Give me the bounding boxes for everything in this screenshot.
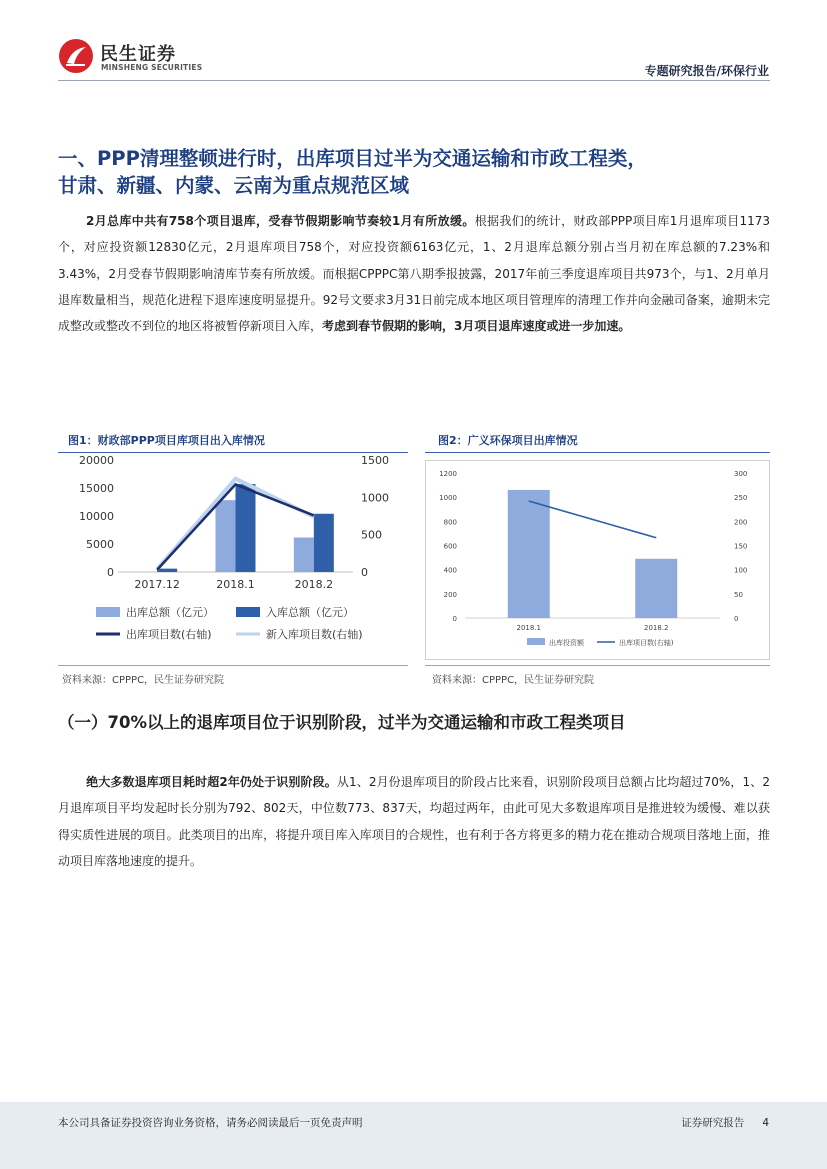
chart-1-left-tick: 5000 [86,538,114,551]
figure-1-chart [58,455,408,665]
chart-2-bar [508,490,550,618]
footer-right [681,1115,769,1130]
chart-1-legend-label: 新入库项目数(右轴) [266,628,363,641]
chart-2-left-tick: 600 [443,542,457,551]
chart-2-left-tick: 1000 [439,494,457,503]
chart-2-x-label: 2018.1 [516,624,541,632]
chart-1-bar [314,514,334,572]
figure-1-source: 资料来源：CPPPC，民生证券研究院 [62,675,225,686]
figure-2-bottom-rule [425,665,770,666]
chart-1-right-tick: 500 [361,528,382,542]
chart-1-left-tick: 0 [107,566,114,579]
chart-2-bar [635,559,677,618]
chart-2-legend-label: 出库项目数(右轴) [619,639,674,647]
section-1-paragraph [58,208,770,339]
figure-1-bottom-rule [58,665,408,666]
chart-2-right-tick: 0 [734,615,739,623]
section-2-paragraph [58,769,770,874]
company-logo [58,38,218,80]
chart-2-left-tick: 200 [443,590,457,599]
figure-1-title: 图1：财政部PPP项目库项目出入库情况 [68,434,265,447]
chart-2-right-tick: 150 [734,542,748,551]
figure-1-top-rule [58,452,408,453]
chart-2-x-label: 2018.2 [644,624,669,632]
page-number: 4 [762,1117,769,1129]
chart-2-right-tick: 200 [734,518,748,527]
chart-1-bar [157,569,177,572]
chart-1-bar [216,500,236,572]
chart-2-left-tick: 400 [443,566,457,575]
chart-2-legend-swatch [527,638,545,645]
figure-2-top-rule [425,452,770,453]
chart-1-legend-label: 入库总额（亿元） [266,606,354,619]
footer-doc-type: 证券研究报告 [681,1117,745,1129]
logo-english-name: MINSHENG SECURITIES [101,63,203,72]
figure-2-title: 图2：广义环保项目出库情况 [438,434,578,447]
chart-1-right-tick: 1000 [361,491,389,505]
chart-2-legend-label: 出库投资额 [549,639,584,647]
section-1-body-text: 根据我们的统计，财政部PPP项目库1月退库项目1173个，对应投资额12830亿元，2月退库项目758个，对应投资额6163亿元，1、2月退库总额分别占当月初在库总额的7.23%和3.43%，2月受春节假期影响清库节奏有所放缓。而根据CPPPC第八期季报披露，2017年前三季度退库项目共973个，与1、2月单月退库数量相当，规范化进程下退库速度明显提升。92号文要求3月31日前完成本地区项目管理库的清理工作并向金融司备案，逾期未完成整改或整改不到位的地区将被暂停新项目入库， [58,214,770,334]
chart-1-legend-swatch [96,607,120,617]
figure-2-chart [425,455,770,665]
chart-2-right-tick: 300 [734,470,748,478]
chart-2-left-tick: 0 [452,615,457,623]
chart-1-bar [236,484,256,572]
section-2-body-text: 从1、2月份退库项目的阶段占比来看，识别阶段项目总额占比均超过70%，1、2月退库项目平均发起时长分别为792、802天，中位数773、837天，均超过两年，由此可见大多数退库项目是推进较为缓慢、难以获得实质性进展的项目。此类项目的出库，将提升项目库入库项目的合规性，也有利于各方将更多的精力花在推动合规项目落地上面，推动项目库落地速度的提升。 [58,775,771,868]
report-type-label: 专题研究报告/环保行业 [644,64,769,78]
chart-1-left-tick: 15000 [79,482,114,495]
section-1-heading: 一、PPP清理整顿进行时，出库项目过半为交通运输和市政工程类，甘肃、新疆、内蒙、云南为重点规范区域 [58,147,647,197]
section-1-tail-sentence: 考虑到春节假期的影响，3月项目退库速度或进一步加速。 [322,319,631,334]
chart-2-right-tick: 50 [734,590,743,599]
logo-chinese-name: 民生证券 [100,44,176,65]
chart-2-left-tick: 1200 [439,470,457,478]
footer-disclaimer: 本公司具备证券投资咨询业务资格，请务必阅读最后一页免责声明 [58,1117,363,1129]
chart-1-bar [294,537,314,572]
chart-1-x-label: 2018.1 [216,578,255,591]
chart-1-left-tick: 20000 [79,455,114,467]
figure-2-source: 资料来源：CPPPC，民生证券研究院 [432,675,595,686]
chart-1-left-tick: 10000 [79,510,114,523]
header-divider [58,80,770,81]
logo-mark-icon [58,38,94,74]
chart-1-x-label: 2018.2 [294,578,334,591]
chart-1-x-label: 2017.12 [134,578,180,591]
section-2-heading: （一）70%以上的退库项目位于识别阶段，过半为交通运输和市政工程类项目 [58,713,626,732]
page-header [0,0,827,80]
page-footer [0,1102,827,1169]
chart-1-legend-swatch [236,607,260,617]
chart-1-legend-label: 出库项目数(右轴) [126,628,212,641]
chart-1-right-tick: 0 [361,566,368,579]
section-2-lead-sentence: 绝大多数退库项目耗时超2年仍处于识别阶段。 [86,775,337,789]
chart-2-left-tick: 800 [443,518,457,527]
chart-2-right-tick: 100 [734,566,748,575]
chart-1-legend-label: 出库总额（亿元） [126,606,214,619]
chart-2-right-tick: 250 [734,494,748,503]
section-1-lead-sentence: 2月总库中共有758个项目退库，受春节假期影响节奏较1月有所放缓。 [86,214,475,228]
chart-1-right-tick: 1500 [361,455,389,467]
